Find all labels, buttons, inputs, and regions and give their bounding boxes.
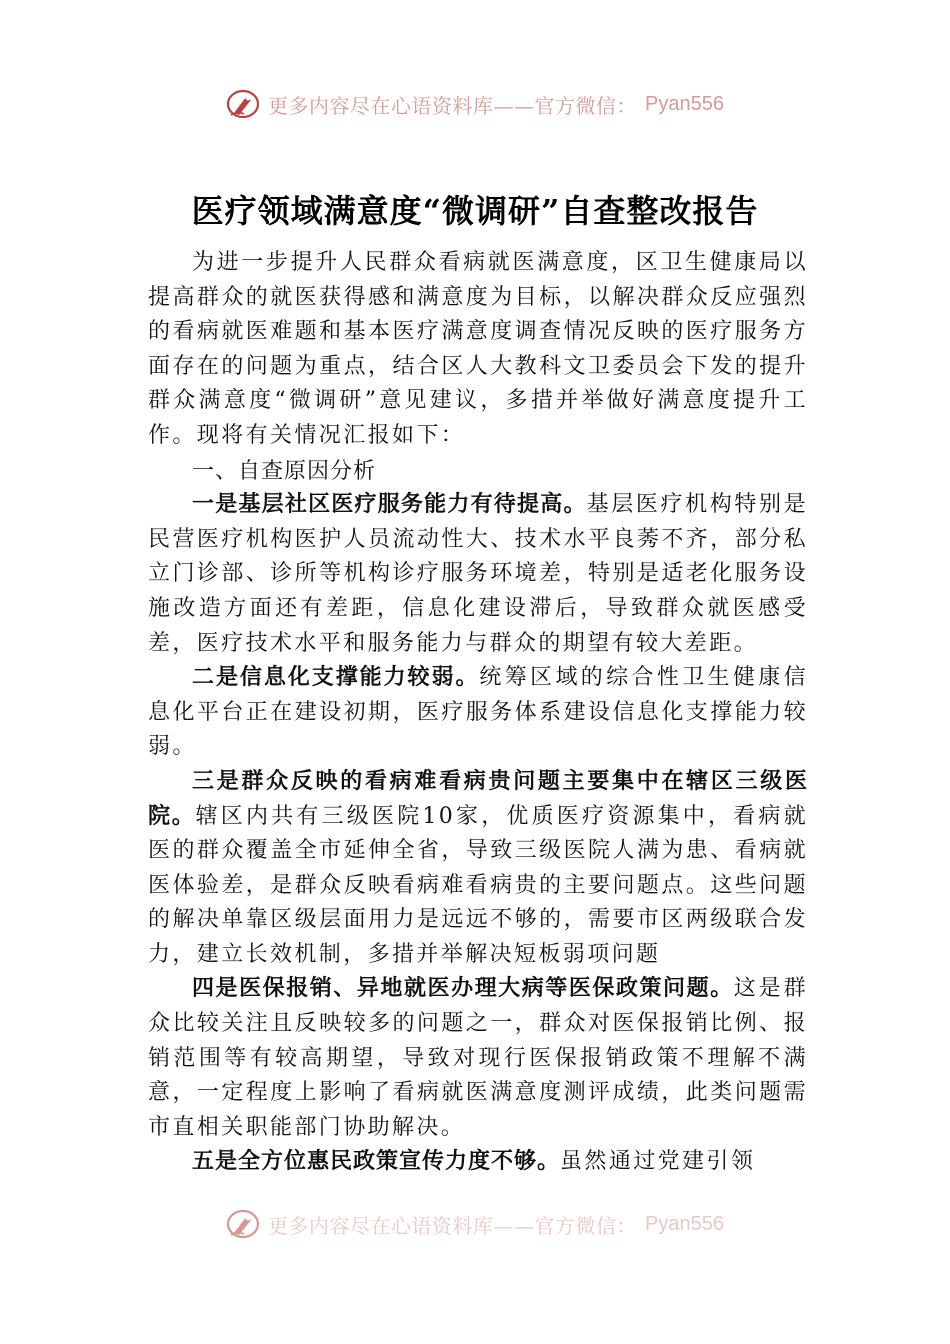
watermark-text: 更多内容尽在心语资料库——官方微信：	[268, 93, 638, 118]
document-title: 医疗领域满意度“微调研”自查整改报告	[191, 192, 759, 230]
item-paragraph-3	[148, 765, 808, 973]
item-lead: 五是全方位惠民政策宣传力度不够。	[192, 1149, 561, 1175]
item-body: 这是群众比较关注且反映较多的问题之一，群众对医保报销比例、报销范围等有较高期望，导致对现行医保报销政策不理解不满意，一定程度上影响了看病就医满意度测评成绩，此类问题需市直相关职能部门协助解决。	[148, 976, 808, 1140]
watermark-header	[0, 84, 950, 124]
watermark-account: Pyan556	[645, 92, 724, 115]
document-body	[148, 246, 808, 1180]
section-heading: 一、自查原因分析	[192, 457, 377, 483]
item-paragraph-4	[148, 972, 808, 1145]
item-paragraph-2	[148, 661, 808, 765]
item-lead: 一是基层社区医疗服务能力有待提高。	[192, 492, 587, 518]
item-lead: 二是信息化支撑能力较弱。	[192, 665, 480, 691]
pen-nib-logo-icon	[226, 87, 260, 121]
item-body: 统筹区域的综合性卫生健康信息化平台正在建设初期，医疗服务体系建设信息化支撑能力较弱。	[148, 665, 808, 760]
item-lead: 三是群众反映的看病难看病贵问题主要集中在辖区三级医院。	[148, 768, 808, 829]
item-body: 虽然通过党建引领	[560, 1149, 756, 1175]
watermark-footer	[0, 1204, 950, 1244]
item-lead: 四是医保报销、异地就医办理大病等医保政策问题。	[192, 976, 734, 1002]
intro-paragraph: 为进一步提升人民群众看病就医满意度，区卫生健康局以提高群众的就医获得感和满意度为目标，以解决群众反应强烈的看病就医难题和基本医疗满意度调查情况反映的医疗服务方面存在的问题为重点，结合区人大教科文卫委员会下发的提升群众满意度“微调研”意见建议，多措并举做好满意度提升工作。现将有关情况汇报如下：	[148, 250, 808, 448]
item-paragraph-5	[148, 1145, 808, 1180]
item-paragraph-1	[148, 488, 808, 661]
pen-nib-logo-icon	[226, 1207, 260, 1241]
item-body: 基层医疗机构特别是民营医疗机构医护人员流动性大、技术水平良莠不齐，部分私立门诊部、诊所等机构诊疗服务环境差，特别是适老化服务设施改造方面还有差距，信息化建设滞后，导致群众就医感受差，医疗技术水平和服务能力与群众的期望有较大差距。	[148, 492, 808, 656]
item-body: 辖区内共有三级医院10家，优质医疗资源集中，看病就医的群众覆盖全市延伸全省，导致三级医院人满为患、看病就医体验差，是群众反映看病难看病贵的主要问题点。这些问题的解决单靠区级层面用力是远远不够的，需要市区两级联合发力，建立长效机制，多措并举解决短板弱项问题	[148, 803, 808, 967]
watermark-account: Pyan556	[645, 1212, 724, 1235]
watermark-text: 更多内容尽在心语资料库——官方微信：	[268, 1213, 638, 1238]
